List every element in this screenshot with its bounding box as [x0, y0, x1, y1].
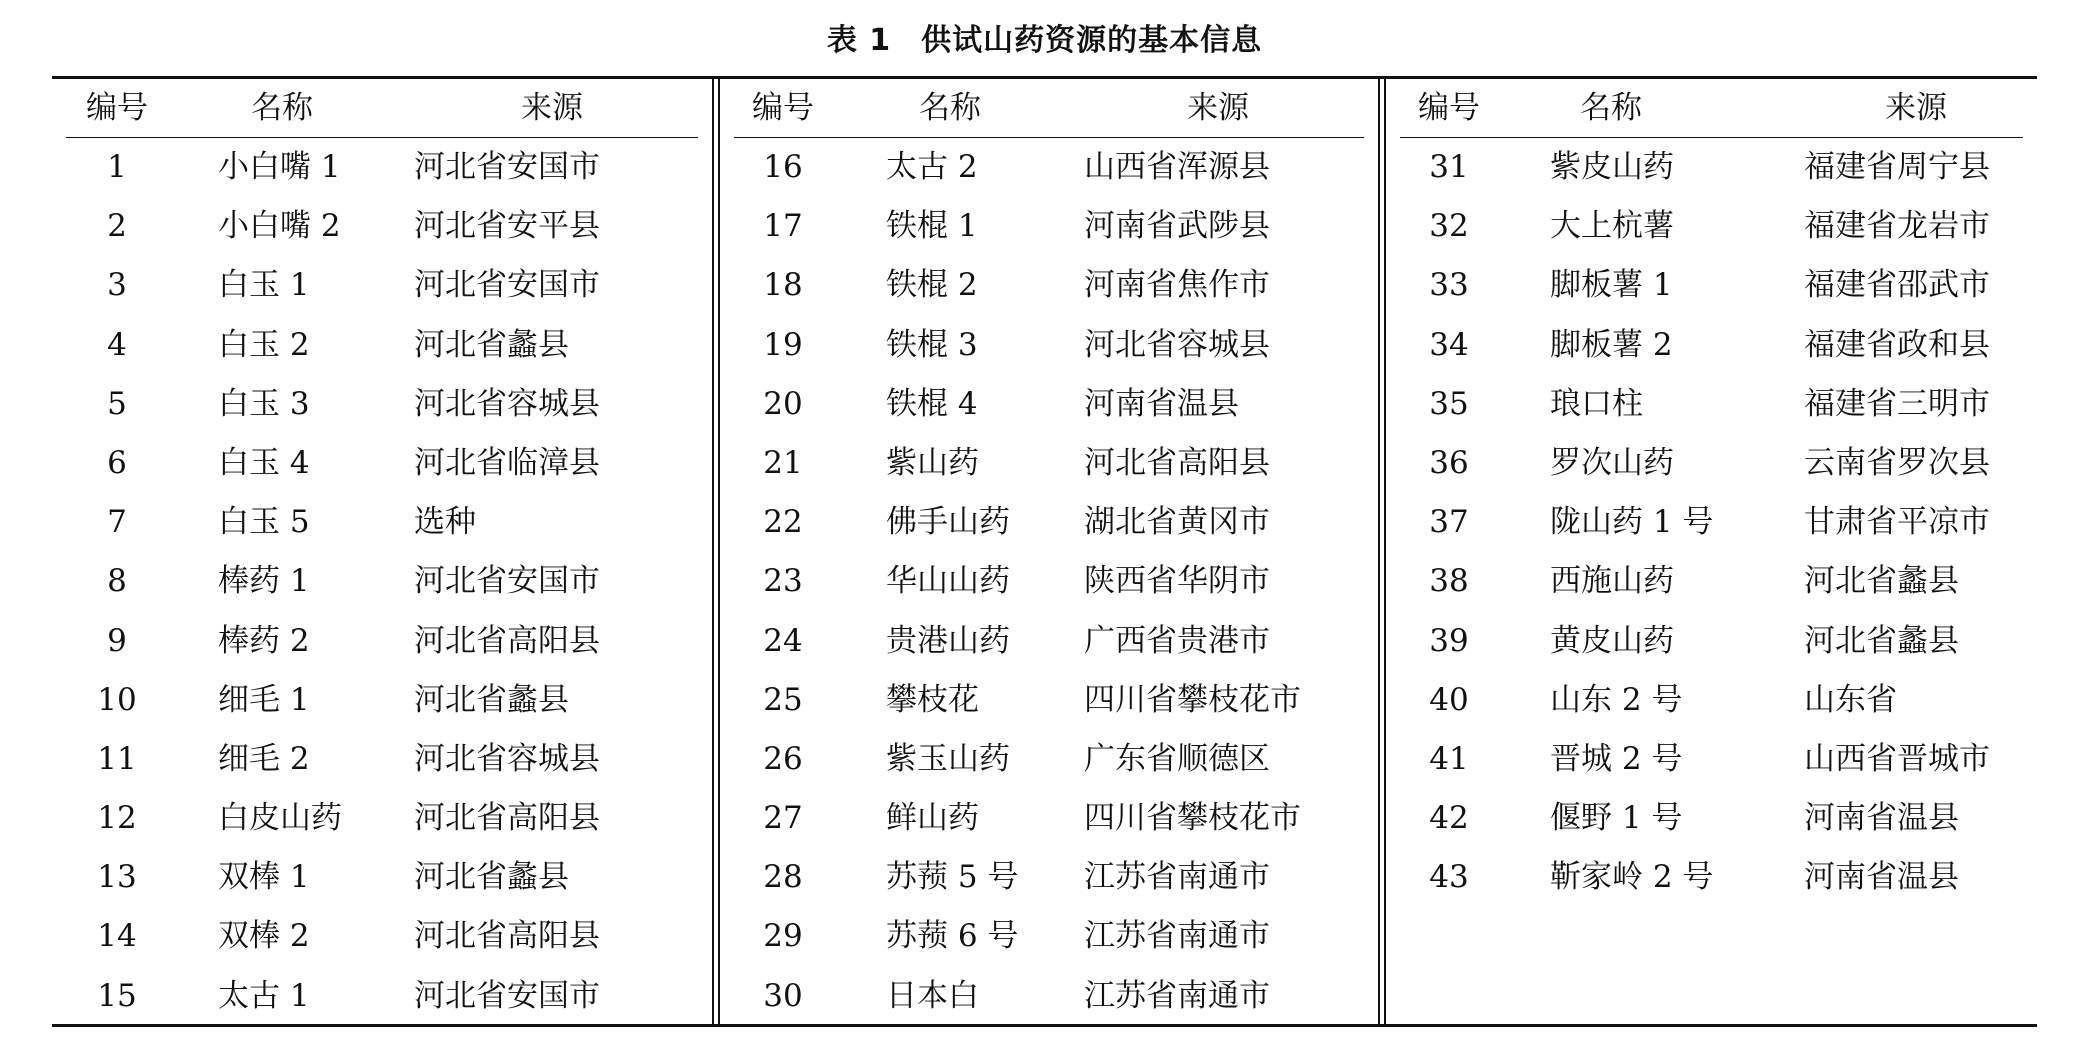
cell-name: 陇山药 1 号	[1550, 504, 1714, 541]
cell-id: 43	[1429, 859, 1469, 896]
cell-name: 华山山药	[886, 563, 1010, 600]
cell-source: 四川省攀枝花市	[1084, 800, 1301, 837]
cell-source: 福建省龙岩市	[1804, 208, 1990, 245]
table-body	[720, 138, 1378, 1026]
cell-id: 4	[107, 326, 127, 363]
table-row	[1386, 138, 2037, 197]
cell-source: 河北省安国市	[414, 977, 600, 1014]
cell-id: 21	[763, 444, 803, 481]
cell-source: 河北省容城县	[414, 385, 600, 422]
cell-source: 河南省温县	[1084, 385, 1239, 422]
cell-id: 13	[97, 859, 137, 896]
table-row	[52, 848, 712, 907]
table-row	[52, 256, 712, 315]
cell-id: 25	[763, 681, 803, 718]
table-row	[1386, 197, 2037, 256]
table-row	[720, 789, 1378, 848]
cell-source: 湖北省黄冈市	[1084, 504, 1270, 541]
table-body	[1386, 138, 2037, 907]
cell-name: 苏蓣 5 号	[886, 859, 1019, 896]
table-row	[52, 907, 712, 966]
header-id: 编号	[752, 90, 814, 126]
cell-id: 32	[1429, 208, 1469, 245]
cell-name: 琅口柱	[1550, 385, 1643, 422]
table-row	[52, 612, 712, 671]
header-id: 编号	[86, 90, 148, 126]
table-row	[720, 138, 1378, 197]
table-row	[52, 671, 712, 730]
cell-source: 河北省蠡县	[414, 681, 569, 718]
cell-id: 7	[107, 504, 127, 541]
cell-name: 西施山药	[1550, 563, 1674, 600]
cell-id: 14	[97, 918, 137, 955]
table-row	[720, 612, 1378, 671]
cell-source: 河南省温县	[1804, 859, 1959, 896]
header-name: 名称	[1580, 90, 1642, 126]
cell-id: 17	[763, 208, 803, 245]
cell-name: 棒药 2	[218, 622, 310, 659]
table-row	[720, 434, 1378, 493]
cell-name: 脚板薯 1	[1550, 267, 1673, 304]
cell-source: 河北省高阳县	[414, 918, 600, 955]
table-body	[52, 138, 712, 1026]
cell-id: 40	[1429, 681, 1469, 718]
cell-source: 河北省安国市	[414, 149, 600, 185]
cell-name: 白玉 5	[218, 504, 310, 541]
header-source: 来源	[1187, 90, 1249, 126]
cell-source: 河北省蠡县	[1804, 622, 1959, 659]
header-source: 来源	[521, 90, 583, 126]
cell-id: 38	[1429, 563, 1469, 600]
cell-source: 河北省蠡县	[414, 326, 569, 363]
cell-id: 11	[97, 740, 137, 777]
cell-source: 福建省政和县	[1804, 326, 1990, 363]
cell-source: 云南省罗次县	[1804, 444, 1990, 481]
cell-name: 攀枝花	[886, 681, 979, 718]
table-row	[720, 967, 1378, 1026]
cell-name: 小白嘴 1	[218, 149, 341, 185]
cell-source: 陕西省华阴市	[1084, 563, 1270, 600]
table-row	[1386, 789, 2037, 848]
cell-name: 晋城 2 号	[1550, 740, 1683, 777]
cell-name: 佛手山药	[886, 504, 1010, 541]
cell-id: 18	[763, 267, 803, 304]
cell-name: 白玉 1	[218, 267, 310, 304]
cell-id: 3	[107, 267, 127, 304]
cell-name: 偃野 1 号	[1550, 800, 1683, 837]
cell-source: 福建省邵武市	[1804, 267, 1990, 304]
cell-source: 河北省安国市	[414, 267, 600, 304]
cell-source: 河北省蠡县	[1804, 563, 1959, 600]
table-row	[720, 730, 1378, 789]
cell-name: 双棒 2	[218, 918, 310, 955]
cell-source: 河北省容城县	[1084, 326, 1270, 363]
table-row	[52, 434, 712, 493]
cell-source: 河南省武陟县	[1084, 208, 1270, 245]
cell-source: 江苏省南通市	[1084, 977, 1270, 1014]
table-caption-label: 表 1	[826, 23, 892, 58]
cell-source: 山东省	[1804, 681, 1897, 718]
table-row	[1386, 434, 2037, 493]
table-row	[1386, 671, 2037, 730]
table-block-1	[52, 79, 712, 1024]
table-row	[52, 730, 712, 789]
cell-source: 河北省高阳县	[414, 622, 600, 659]
cell-id: 26	[763, 740, 803, 777]
table-row	[720, 256, 1378, 315]
cell-id: 12	[97, 800, 137, 837]
cell-id: 42	[1429, 800, 1469, 837]
cell-name: 大上杭薯	[1550, 208, 1674, 245]
cell-source: 河北省安平县	[414, 208, 600, 245]
cell-name: 细毛 1	[218, 681, 310, 718]
table-header-row	[720, 79, 1378, 137]
cell-id: 31	[1429, 149, 1469, 185]
cell-name: 铁棍 2	[886, 267, 978, 304]
header-id: 编号	[1418, 90, 1480, 126]
cell-source: 江苏省南通市	[1084, 859, 1270, 896]
table-row	[1386, 730, 2037, 789]
table-row	[720, 316, 1378, 375]
cell-id: 28	[763, 859, 803, 896]
table-row	[1386, 848, 2037, 907]
table-row	[1386, 552, 2037, 611]
cell-id: 35	[1429, 385, 1469, 422]
cell-id: 15	[97, 977, 137, 1014]
cell-source: 河南省焦作市	[1084, 267, 1270, 304]
cell-name: 鲜山药	[886, 800, 979, 837]
cell-id: 19	[763, 326, 803, 363]
table-row	[52, 493, 712, 552]
cell-name: 贵港山药	[886, 622, 1010, 659]
cell-source: 山西省晋城市	[1804, 740, 1990, 777]
table-row	[720, 552, 1378, 611]
table-block-3	[1386, 79, 2037, 1024]
cell-source: 河北省高阳县	[1084, 444, 1270, 481]
cell-name: 双棒 1	[218, 859, 310, 896]
cell-source: 河北省高阳县	[414, 800, 600, 837]
column-separator-line	[712, 79, 714, 1024]
cell-name: 紫山药	[886, 444, 979, 481]
table-row	[1386, 316, 2037, 375]
header-name: 名称	[919, 90, 981, 126]
cell-name: 棒药 1	[218, 563, 310, 600]
cell-source: 四川省攀枝花市	[1084, 681, 1301, 718]
table-row	[52, 789, 712, 848]
cell-id: 37	[1429, 504, 1469, 541]
cell-name: 太古 1	[218, 977, 310, 1014]
cell-source: 江苏省南通市	[1084, 918, 1270, 955]
cell-source: 河南省温县	[1804, 800, 1959, 837]
cell-id: 6	[107, 444, 127, 481]
cell-id: 30	[763, 977, 803, 1014]
table-row	[720, 848, 1378, 907]
table-caption-text: 供试山药资源的基本信息	[921, 23, 1263, 58]
table-row	[720, 907, 1378, 966]
table-caption	[0, 16, 2089, 66]
table-row	[1386, 256, 2037, 315]
cell-source: 河北省容城县	[414, 740, 600, 777]
cell-source: 广东省顺德区	[1084, 740, 1270, 777]
cell-name: 山东 2 号	[1550, 681, 1683, 718]
cell-name: 靳家岭 2 号	[1550, 859, 1714, 896]
cell-name: 太古 2	[886, 149, 978, 185]
cell-source: 福建省周宁县	[1804, 149, 1990, 185]
cell-id: 27	[763, 800, 803, 837]
cell-name: 铁棍 4	[886, 385, 978, 422]
cell-id: 16	[763, 149, 803, 185]
table-row	[1386, 493, 2037, 552]
table-row	[720, 493, 1378, 552]
cell-id: 22	[763, 504, 803, 541]
cell-id: 34	[1429, 326, 1469, 363]
column-separator-line	[1378, 79, 1380, 1024]
table-row	[52, 197, 712, 256]
cell-name: 紫玉山药	[886, 740, 1010, 777]
cell-id: 1	[107, 149, 127, 185]
header-name: 名称	[251, 90, 313, 126]
cell-id: 41	[1429, 740, 1469, 777]
cell-name: 白皮山药	[218, 800, 342, 837]
cell-name: 小白嘴 2	[218, 208, 341, 245]
cell-name: 紫皮山药	[1550, 149, 1674, 185]
cell-source: 河北省蠡县	[414, 859, 569, 896]
cell-id: 33	[1429, 267, 1469, 304]
cell-id: 24	[763, 622, 803, 659]
table-row	[52, 316, 712, 375]
cell-name: 罗次山药	[1550, 444, 1674, 481]
cell-id: 9	[107, 622, 127, 659]
cell-source: 选种	[414, 504, 476, 541]
cell-name: 铁棍 1	[886, 208, 978, 245]
cell-id: 20	[763, 385, 803, 422]
cell-source: 山西省浑源县	[1084, 149, 1270, 185]
cell-source: 河北省临漳县	[414, 444, 600, 481]
cell-name: 白玉 2	[218, 326, 310, 363]
table-row	[52, 552, 712, 611]
cell-name: 细毛 2	[218, 740, 310, 777]
cell-id: 5	[107, 385, 127, 422]
cell-name: 黄皮山药	[1550, 622, 1674, 659]
table-row	[720, 375, 1378, 434]
table-row	[1386, 612, 2037, 671]
cell-source: 福建省三明市	[1804, 385, 1990, 422]
cell-source: 河北省安国市	[414, 563, 600, 600]
table-row	[52, 967, 712, 1026]
cell-id: 29	[763, 918, 803, 955]
table-row	[52, 375, 712, 434]
table-header-row	[1386, 79, 2037, 137]
cell-name: 白玉 3	[218, 385, 310, 422]
table-row	[720, 197, 1378, 256]
cell-id: 2	[107, 208, 127, 245]
cell-source: 广西省贵港市	[1084, 622, 1270, 659]
cell-id: 23	[763, 563, 803, 600]
table-row	[52, 138, 712, 197]
cell-name: 苏蓣 6 号	[886, 918, 1019, 955]
cell-id: 8	[107, 563, 127, 600]
table-row	[720, 671, 1378, 730]
cell-source: 甘肃省平凉市	[1804, 504, 1990, 541]
cell-id: 36	[1429, 444, 1469, 481]
table-block-2	[720, 79, 1378, 1024]
table-row	[1386, 375, 2037, 434]
cell-id: 39	[1429, 622, 1469, 659]
cell-name: 脚板薯 2	[1550, 326, 1673, 363]
cell-name: 铁棍 3	[886, 326, 978, 363]
cell-id: 10	[97, 681, 137, 718]
cell-name: 白玉 4	[218, 444, 310, 481]
cell-name: 日本白	[886, 977, 979, 1014]
header-source: 来源	[1885, 90, 1947, 126]
table-header-row	[52, 79, 712, 137]
